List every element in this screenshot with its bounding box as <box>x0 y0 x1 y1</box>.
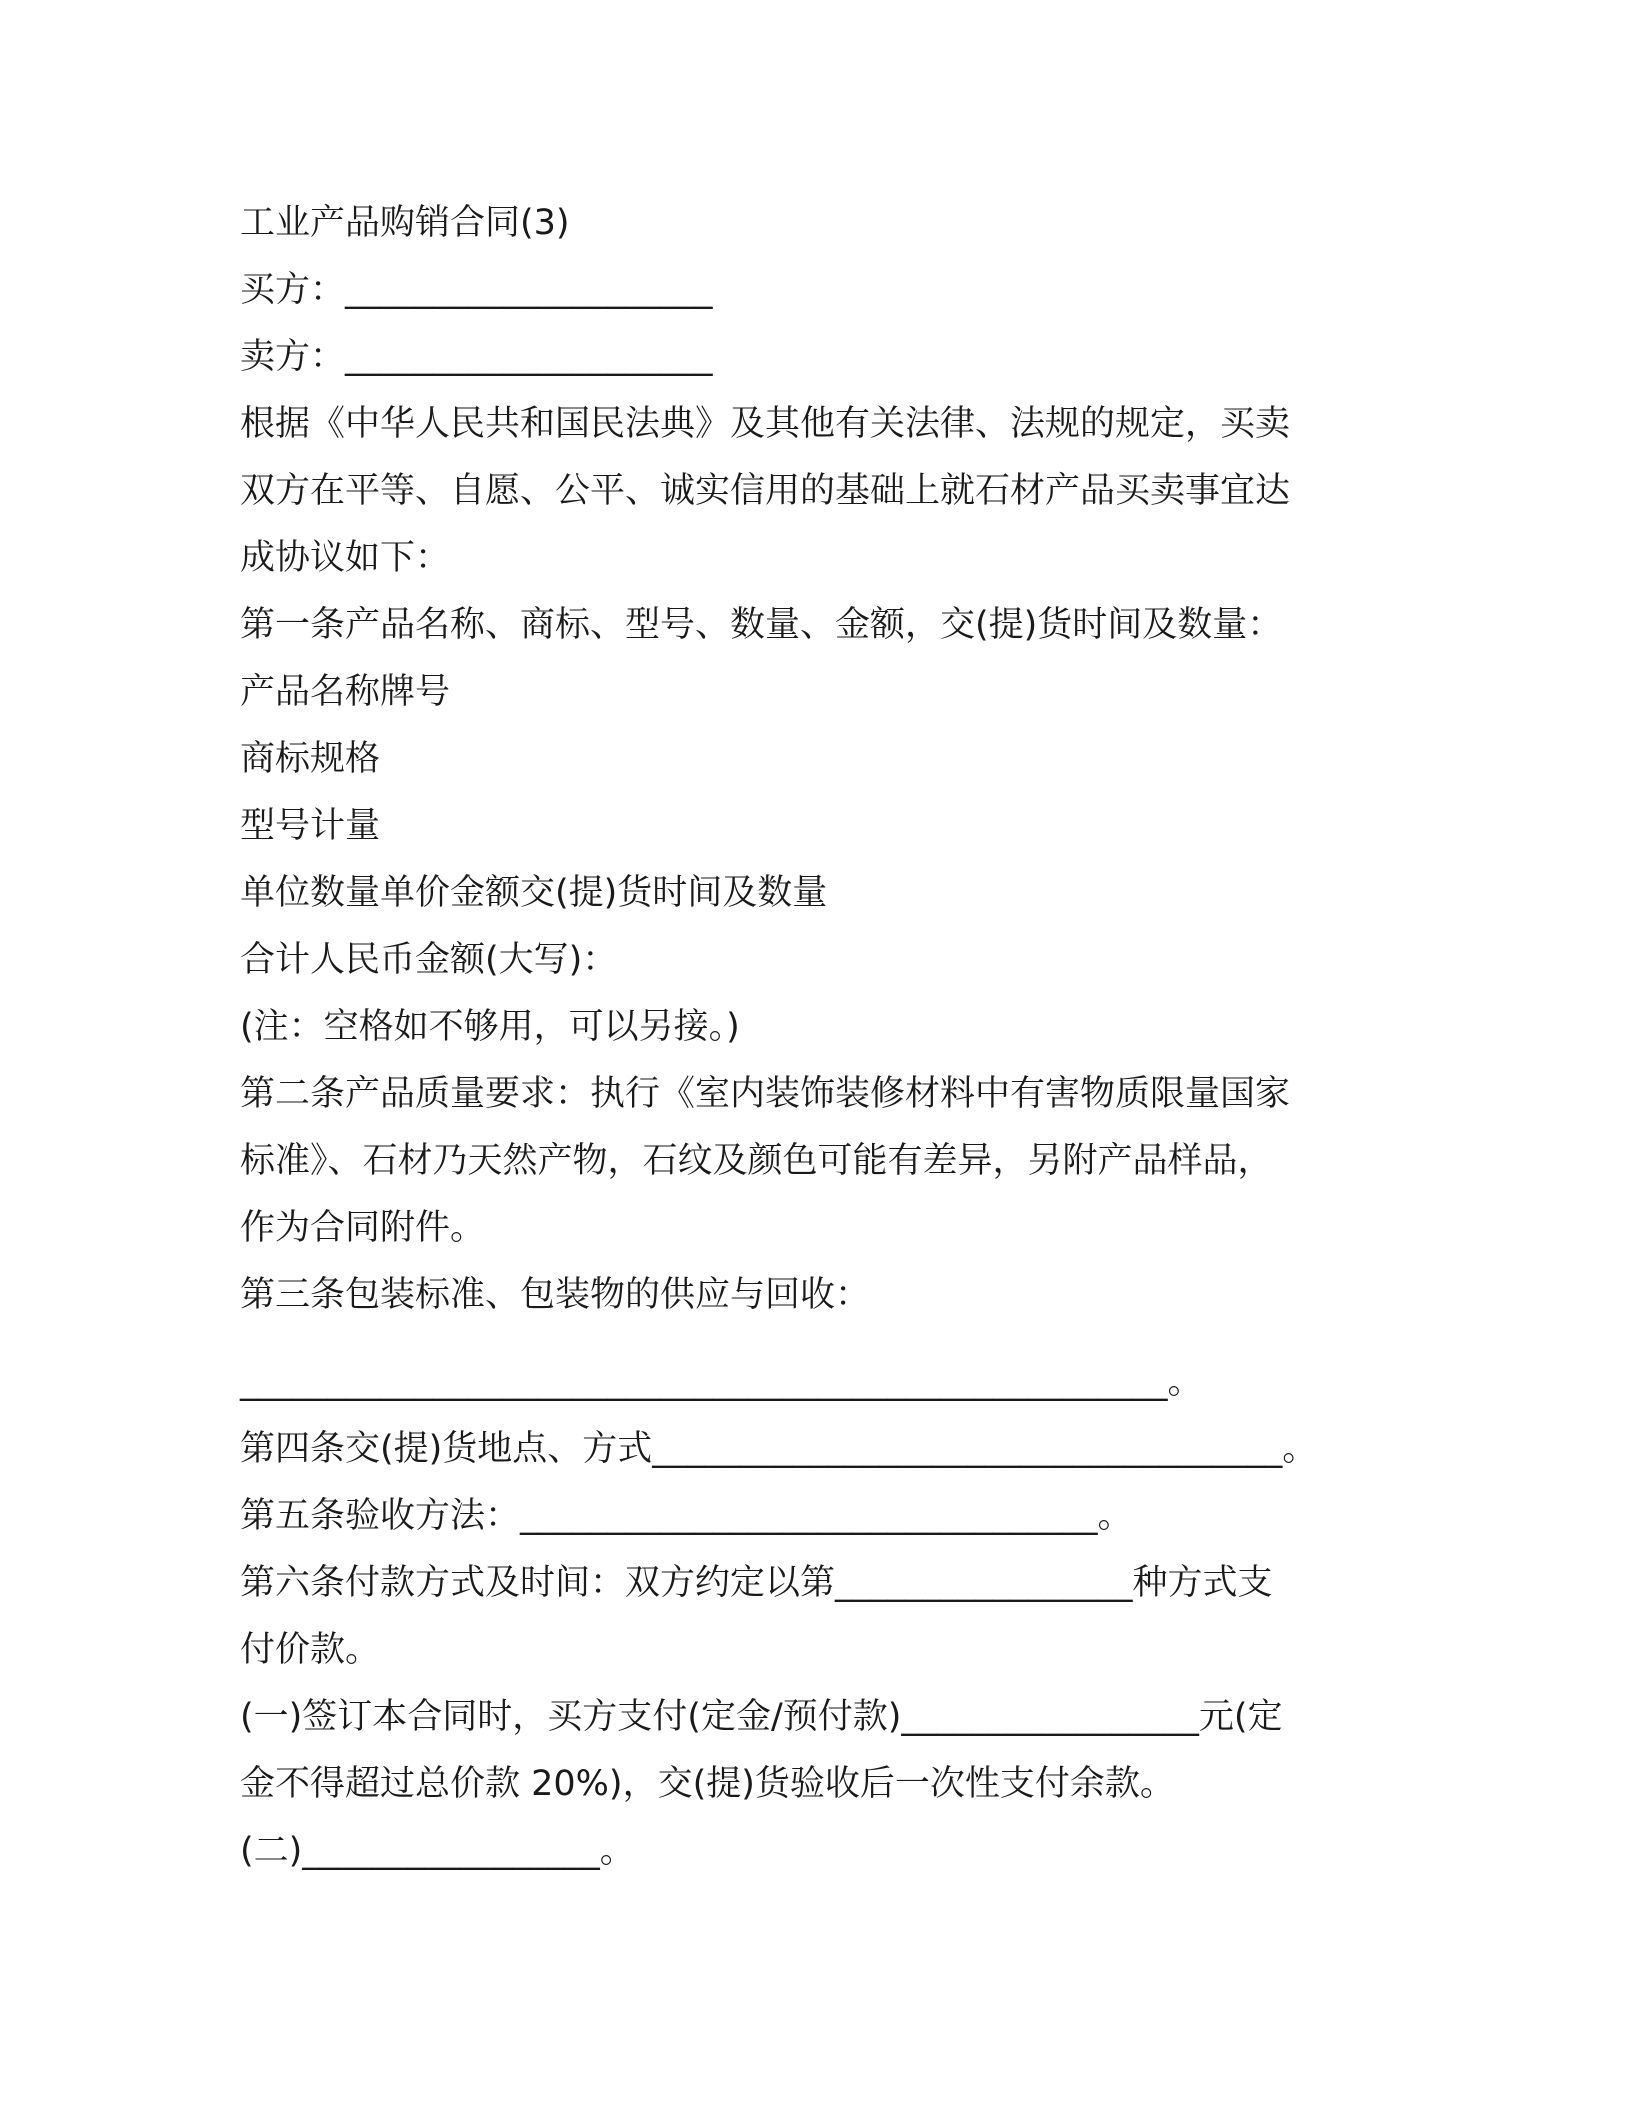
article-4-line: 第四条交(提)货地点、方式____________________________________。 <box>240 1429 1318 1469</box>
seller-line: 卖方：_____________________ <box>240 337 713 377</box>
article-2-line-2: 标准》、石材乃天然产物，石纹及颜色可能有差异，另附产品样品， <box>240 1141 1273 1181</box>
contract-body <box>240 190 1380 1885</box>
preamble-line-3: 成协议如下： <box>240 538 451 578</box>
article-1-item: 商标规格 <box>240 739 381 779</box>
document-title: 工业产品购销合同(3) <box>240 203 570 243</box>
total-amount-line: 合计人民币金额(大写)： <box>240 940 618 980</box>
article-1-item: 型号计量 <box>240 806 381 846</box>
article-1-item: 单位数量单价金额交(提)货时间及数量 <box>240 873 828 913</box>
article-1-item: 产品名称牌号 <box>240 672 451 712</box>
article-5-line: 第五条验收方法：_________________________________。 <box>240 1496 1133 1536</box>
article-6-line-2: 付价款。 <box>240 1630 381 1670</box>
buyer-line: 买方：_____________________ <box>240 270 713 310</box>
clause-1-line-2: 金不得超过总价款 20%)，交(提)货验收后一次性支付余款。 <box>240 1764 1175 1804</box>
clause-1-line-1: (一)签订本合同时，买方支付(定金/预付款)_________________元(定 <box>240 1697 1283 1737</box>
preamble-line-1: 根据《中华人民共和国民法典》及其他有关法律、法规的规定，买卖 <box>240 404 1291 444</box>
spacer <box>240 1329 1380 1349</box>
article-1-heading: 第一条产品名称、商标、型号、数量、金额，交(提)货时间及数量： <box>240 605 1283 645</box>
article-2-line-1: 第二条产品质量要求：执行《室内装饰装修材料中有害物质限量国家 <box>240 1074 1291 1114</box>
clause-2-line: (二)_________________。 <box>240 1831 635 1871</box>
article-6-line-1: 第六条付款方式及时间：双方约定以第_________________种方式支 <box>240 1563 1273 1603</box>
article-3-heading: 第三条包装标准、包装物的供应与回收： <box>240 1275 871 1315</box>
article-2-line-3: 作为合同附件。 <box>240 1208 486 1248</box>
article-3-blank: _____________________________________________________。 <box>240 1362 1203 1402</box>
note-line: (注：空格如不够用，可以另接。) <box>240 1007 740 1047</box>
preamble-line-2: 双方在平等、自愿、公平、诚实信用的基础上就石材产品买卖事宜达 <box>240 471 1291 511</box>
